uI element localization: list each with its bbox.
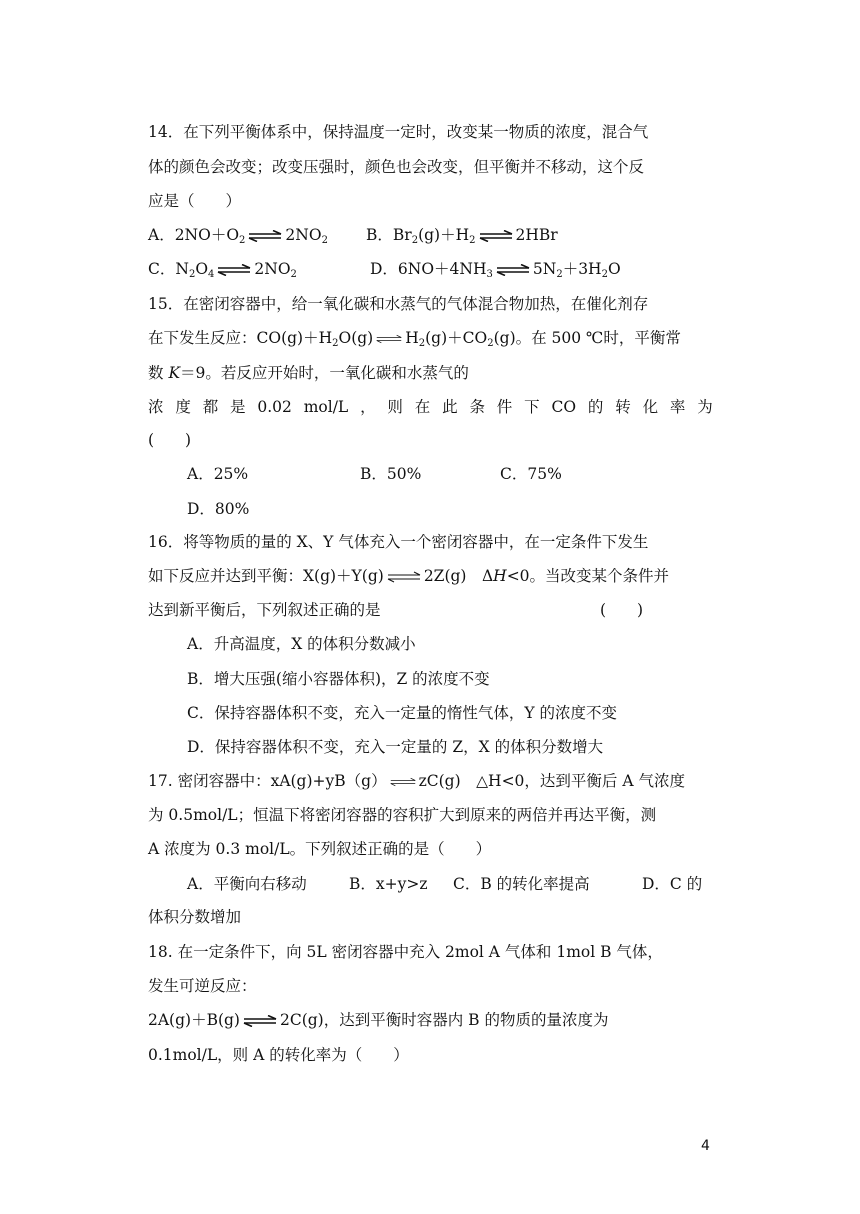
equilibrium-arrow-icon — [243, 1015, 277, 1027]
q16-option-a: A．升高温度，X 的体积分数减小 — [187, 635, 416, 653]
q14-option-a: A．$2NO+O_2$ $2NO_2$ — [148, 226, 328, 246]
q14-stem-line-1: 14．在下列平衡体系中，保持温度一定时，改变某一物质的浓度，混合气 — [148, 123, 649, 141]
q16-stem-line-2: 如下反应并达到平衡：X(g)＋Y(g) 2Z(g) ΔH<0。当改变某个条件并 — [148, 567, 670, 585]
equilibrium-arrow-icon — [496, 264, 530, 276]
q18-stem-line-2: 发生可逆反应： — [148, 977, 257, 995]
equilibrium-arrow-icon — [390, 776, 416, 788]
q14-stem-line-3: 应是（ ） — [148, 192, 242, 210]
q17-option-d-cont: 体积分数增加 — [148, 908, 242, 926]
q14-option-d: D．$6NO+4NH_3$ $5N_2+3H_2O$ — [370, 260, 621, 280]
page-number: 4 — [701, 1138, 710, 1154]
q14-stem-line-2: 体的颜色会改变；改变压强时，颜色也会改变，但平衡并不移动，这个反 — [148, 158, 645, 176]
q16-answer-paren: ( ) — [600, 601, 644, 619]
equilibrium-arrow-icon — [387, 571, 421, 583]
q15-option-b: B．50% — [360, 465, 422, 483]
equilibrium-arrow-icon — [376, 333, 402, 345]
document-page: 14．在下列平衡体系中，保持温度一定时，改变某一物质的浓度，混合气 体的颜色会改变；改变压强时，颜色也会改变，但平衡并不移动，这个反 应是（ ） A．$2NO+O_2$ $2NO_2$ B．$Br_2(g)+H_2$ 2HBr C．$N_2O_4$ $2NO_2$ D．$6NO+4NH_3$ $5N_2+3H_2O$ 15．在密闭容器中，给一氧化碳和水蒸气的气体混合物加热，在催化剂存 在下发生反应：$CO(g)+H_2O(g)$ $H_2(g)+CO_2(g)$。在 500 ℃时，平衡常 数 K＝9。若反应开始时，一氧化碳和水蒸气的 浓 度 都 是 0.02 mol/L ， 则 在 此 条 件 下 CO 的 转 化 率 为 ( ) A．25% B．50% C．75% D．80% 16．将等物质的量的 X、Y 气体充入一个密闭容器中，在一定条件下发生 如下反应并达到平衡：X(g)＋Y(g) 2Z(g) ΔH<0。当改变某个条件并 达到新平衡后，下列叙述正确的是 ( ) A．升高温度，X 的体积分数减小 B．增大压强(缩小容器体积)，Z 的浓度不变 C．保持容器体积不变，充入一定量的惰性气体，Y 的浓度不变 D．保持容器体积不变，充入一定量的 Z，X 的体积分数增大 17. 密闭容器中：xA(g)+yB（g） zC(g) △H<0，达到平衡后 A 气浓度 为 0.5mol/L；恒温下将密闭容器的容积扩大到原来的两倍并再达平衡，测 A 浓度为 0.3 mol/L。下列叙述正确的是（ ） A．平衡向右移动 B．x+y>z C．B 的转化率提高 D．C 的 体积分数增加 18. 在一定条件下，向 5L 密闭容器中充入 2mol A 气体和 1mol B 气体， 发生可逆反应： 2A(g)＋B(g) 2C(g)，达到平衡时容器内 B 的物质的量浓度为 0.1mol/L，则 A 的转化率为（ ） 4 — [148, 123, 713, 1154]
q17-stem-line-2: 为 0.5mol/L；恒温下将密闭容器的容积扩大到原来的两倍并再达平衡，测 — [148, 806, 657, 824]
q15-stem-line-1: 15．在密闭容器中，给一氧化碳和水蒸气的气体混合物加热，在催化剂存 — [148, 295, 649, 313]
q17-option-a: A．平衡向右移动 — [187, 875, 307, 893]
q15-option-d: D．80% — [187, 500, 250, 518]
equilibrium-arrow-icon — [479, 230, 513, 242]
q17-stem-line-1: 17. 密闭容器中：xA(g)+yB（g） zC(g) △H<0，达到平衡后 A 气浓度 — [148, 772, 685, 790]
q14-option-c: C．$N_2O_4$ $2NO_2$ — [148, 260, 297, 280]
q17-option-d: D．C 的 — [642, 875, 703, 893]
q16-option-c: C．保持容器体积不变，充入一定量的惰性气体，Y 的浓度不变 — [187, 704, 618, 722]
q17-option-b: B．x+y>z — [349, 875, 428, 893]
equilibrium-arrow-icon — [248, 230, 282, 242]
q15-option-a: A．25% — [187, 465, 249, 483]
q18-stem-line-4: 0.1mol/L，则 A 的转化率为（ ） — [148, 1046, 409, 1064]
q17-stem-line-3: A 浓度为 0.3 mol/L。下列叙述正确的是（ ） — [148, 840, 492, 858]
q14-option-b: B．$Br_2(g)+H_2$ 2HBr — [366, 226, 558, 246]
q15-option-c: C．75% — [500, 465, 562, 483]
q15-stem-line-4: 浓 度 都 是 0.02 mol/L ， 则 在 此 条 件 下 CO 的 转 化 率 为 — [148, 398, 713, 416]
q17-option-c: C．B 的转化率提高 — [453, 875, 590, 893]
q16-option-d: D．保持容器体积不变，充入一定量的 Z，X 的体积分数增大 — [187, 738, 604, 756]
q18-stem-line-1: 18. 在一定条件下，向 5L 密闭容器中充入 2mol A 气体和 1mol B 气体， — [148, 943, 663, 961]
q15-stem-line-2: 在下发生反应：$CO(g)+H_2O(g)$ $H_2(g)+CO_2(g)$。在 500 ℃时，平衡常 — [148, 329, 681, 349]
equilibrium-arrow-icon — [217, 264, 251, 276]
q15-stem-line-3: 数 K＝9。若反应开始时，一氧化碳和水蒸气的 — [148, 364, 469, 382]
q16-option-b: B．增大压强(缩小容器体积)，Z 的浓度不变 — [187, 670, 490, 688]
q15-stem-line-5: ( ) — [148, 431, 192, 449]
q16-stem-line-1: 16．将等物质的量的 X、Y 气体充入一个密闭容器中，在一定条件下发生 — [148, 533, 649, 551]
q18-stem-line-3: 2A(g)＋B(g) 2C(g)，达到平衡时容器内 B 的物质的量浓度为 — [148, 1011, 609, 1029]
